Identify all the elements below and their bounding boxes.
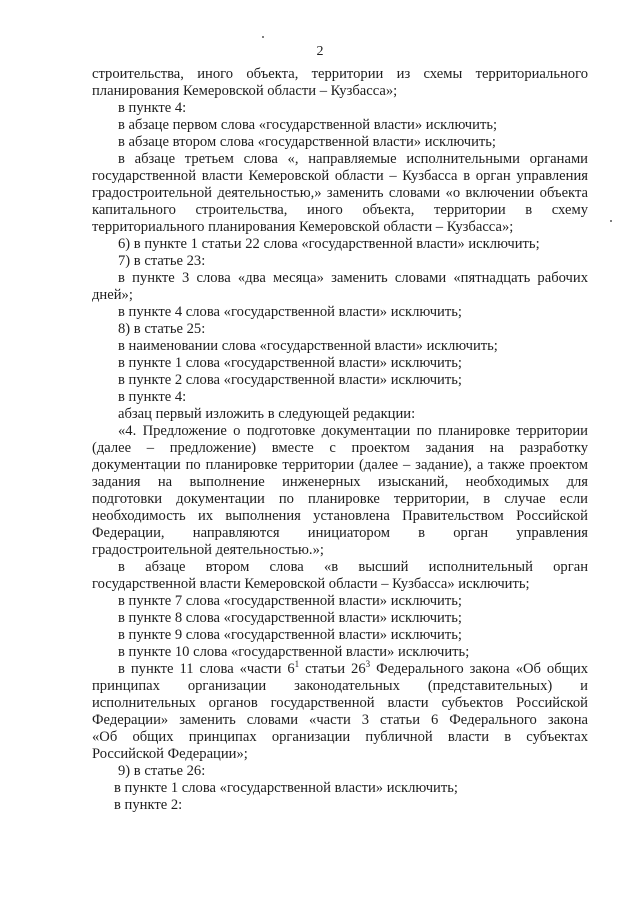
text-line: документации по планировке территории (далее – задание), а также проектом xyxy=(92,457,588,473)
text-line: 6) в пункте 1 статьи 22 слова «государственной власти» исключить; xyxy=(118,236,540,252)
text-fragment: Федерального закона «Об общих xyxy=(370,661,588,677)
text-line: необходимость их выполнения установлена Правительством Российской xyxy=(92,508,588,524)
text-line: в пункте 7 слова «государственной власти» исключить; xyxy=(118,593,462,609)
text-line: в абзаце первом слова «государственной власти» исключить; xyxy=(118,117,498,133)
text-line xyxy=(92,661,588,678)
text-line: в пункте 2: xyxy=(114,797,183,813)
text-line: капитального строительства, иного объекта, территории в схему xyxy=(92,202,588,218)
text-fragment: в пункте 11 слова «части 6 xyxy=(118,661,295,677)
page-number: 2 xyxy=(316,44,324,59)
text-line: в пункте 4: xyxy=(118,100,187,116)
superscript: 1 xyxy=(294,659,300,669)
text-line: Федерации, направляются инициатором в орган управления xyxy=(92,525,588,541)
text-line: в пункте 2 слова «государственной власти» исключить; xyxy=(118,372,462,388)
text-line: строительства, иного объекта, территории из схемы территориального xyxy=(92,66,588,82)
text-line: 7) в статье 23: xyxy=(118,253,206,269)
text-line: Российской Федерации»; xyxy=(92,746,248,762)
document-body xyxy=(92,66,588,814)
text-line: Федерации» заменить словами «части 3 статьи 6 Федерального закона xyxy=(92,712,588,728)
text-line: в пункте 1 слова «государственной власти» исключить; xyxy=(118,355,462,371)
text-line: градостроительной деятельностью,» заменить словами «о включении объекта xyxy=(92,185,588,201)
text-line: «4. Предложение о подготовке документации по планировке территории xyxy=(118,423,588,439)
text-line: в пункте 4 слова «государственной власти» исключить; xyxy=(118,304,462,320)
text-line: 8) в статье 25: xyxy=(118,321,206,337)
text-line: государственной власти Кемеровской области – Кузбасса» исключить; xyxy=(92,576,530,592)
text-line: исполнительных органов государственной власти субъектов Российской xyxy=(92,695,588,711)
text-line: в пункте 4: xyxy=(118,389,187,405)
text-line: (далее – предложение) вместе с проектом задания на разработку xyxy=(92,440,588,456)
superscript: 3 xyxy=(365,659,371,669)
text-line: дней»; xyxy=(92,287,133,303)
text-line: в пункте 9 слова «государственной власти» исключить; xyxy=(118,627,462,643)
scan-speck xyxy=(262,36,264,38)
text-line: «Об общих принципах организации публичной власти в субъектах xyxy=(92,729,588,745)
text-line: 9) в статье 26: xyxy=(118,763,206,779)
text-line: задания на выполнение инженерных изысканий, необходимых для xyxy=(92,474,588,490)
text-line: в пункте 3 слова «два месяца» заменить словами «пятнадцать рабочих xyxy=(118,270,588,286)
text-line: планирования Кемеровской области – Кузбасса»; xyxy=(92,83,398,99)
text-line: в пункте 10 слова «государственной власти» исключить; xyxy=(118,644,470,660)
text-line: государственной власти Кемеровской области – Кузбасса в орган управления xyxy=(92,168,588,184)
text-line: градостроительной деятельностью.»; xyxy=(92,542,324,558)
scan-speck xyxy=(610,220,612,222)
text-line: в пункте 8 слова «государственной власти» исключить; xyxy=(118,610,462,626)
text-line: в наименовании слова «государственной власти» исключить; xyxy=(118,338,498,354)
text-line: в абзаце третьем слова «, направляемые исполнительными органами xyxy=(118,151,588,167)
text-line: в абзаце втором слова «государственной власти» исключить; xyxy=(118,134,496,150)
text-line: в абзаце втором слова «в высший исполнительный орган xyxy=(118,559,588,575)
text-fragment: статьи 26 xyxy=(299,661,366,677)
text-line: абзац первый изложить в следующей редакции: xyxy=(118,406,416,422)
text-line: принципах организации законодательных (представительных) и xyxy=(92,678,588,694)
text-line: в пункте 1 слова «государственной власти» исключить; xyxy=(114,780,458,796)
text-line: территориального планирования Кемеровской области – Кузбасса»; xyxy=(92,219,514,235)
text-line: подготовки документации по планировке территории, в случае если xyxy=(92,491,588,507)
